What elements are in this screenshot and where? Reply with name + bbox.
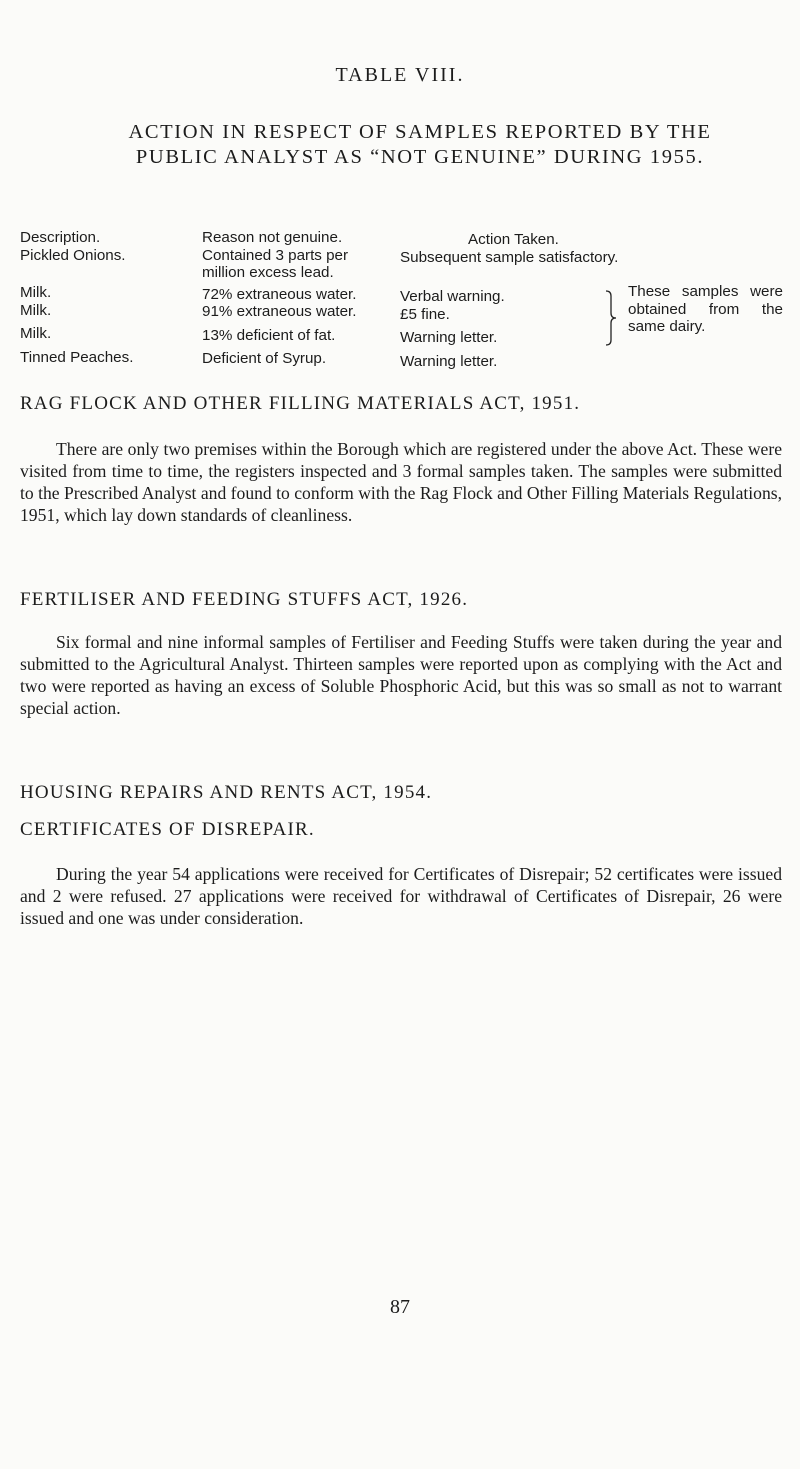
housing-text: During the year 54 applications were received for Certificates of Disrepair; 52 certificates were issued and 2 were refused. 27 applications were received for withdrawal of Certificates of Disrepair, 26 were issued and one was under consideration. (20, 864, 782, 928)
row-4-reason: 13% deficient of fat. (202, 326, 336, 344)
row-5-reason: Deficient of Syrup. (202, 350, 327, 367)
row-1-reason-line1: Contained 3 parts per (202, 246, 349, 264)
row-1-description: Pickled Onions. (20, 246, 126, 264)
main-title: ACTION IN RESPECT OF SAMPLES REPORTED BY THE PUBLIC ANALYST AS “NOT GENUINE” DURING 1955. (128, 121, 712, 168)
page-number: 87 (390, 1296, 410, 1318)
row-2-reason: 72% extraneous water. (202, 285, 357, 303)
row-5-description: Tinned Peaches. (20, 348, 134, 366)
rag-flock-text: There are only two premises within the Borough which are registered under the above Act. These were visited from time to time, the registers inspected and 3 formal samples taken. The samples were submitted to the Prescribed Analyst and found to conform with the Rag Flock and Other Filling Materials Regulations, 1951, which lay down standards of cleanliness. (20, 439, 782, 525)
housing-paragraph (20, 863, 782, 929)
fertiliser-heading: FERTILISER AND FEEDING STUFFS ACT, 1926. (20, 589, 469, 610)
brace-icon (604, 290, 618, 346)
description-column (20, 229, 190, 366)
dairy-note: These samples were obtained from the same dairy. (628, 283, 783, 335)
row-4-description: Milk. (20, 325, 52, 342)
reason-column (202, 229, 377, 368)
header-description: Description. (20, 229, 101, 246)
rag-flock-paragraph (20, 438, 782, 526)
rag-flock-heading: RAG FLOCK AND OTHER FILLING MATERIALS ACT, 1951. (20, 393, 581, 414)
row-2-action: Verbal warning. (400, 288, 505, 305)
header-reason: Reason not genuine. (202, 229, 343, 246)
row-3-reason: 91% extraneous water. (202, 303, 357, 320)
row-2-description: Milk. (20, 284, 52, 301)
row-5-action: Warning letter. (400, 352, 498, 370)
housing-heading: HOUSING REPAIRS AND RENTS ACT, 1954. (20, 782, 433, 803)
row-4-action: Warning letter. (400, 329, 498, 346)
row-3-action: £5 fine. (400, 305, 450, 323)
header-action: Action Taken. (468, 231, 559, 248)
row-1-reason-line2: million excess lead. (202, 264, 334, 281)
table-title: TABLE VIII. (335, 64, 465, 86)
fertiliser-text: Six formal and nine informal samples of Fertiliser and Feeding Stuffs were taken during the year and submitted to the Agricultural Analyst. Thirteen samples were reported upon as complying with the Act and two were reported as having an excess of Soluble Phosphoric Acid, but this was so small as not to warrant special action. (20, 632, 782, 718)
row-1-action: Subsequent sample satisfactory. (400, 248, 619, 266)
certificates-subheading: CERTIFICATES OF DISREPAIR. (20, 819, 315, 840)
row-3-description: Milk. (20, 301, 52, 319)
fertiliser-paragraph (20, 631, 782, 719)
